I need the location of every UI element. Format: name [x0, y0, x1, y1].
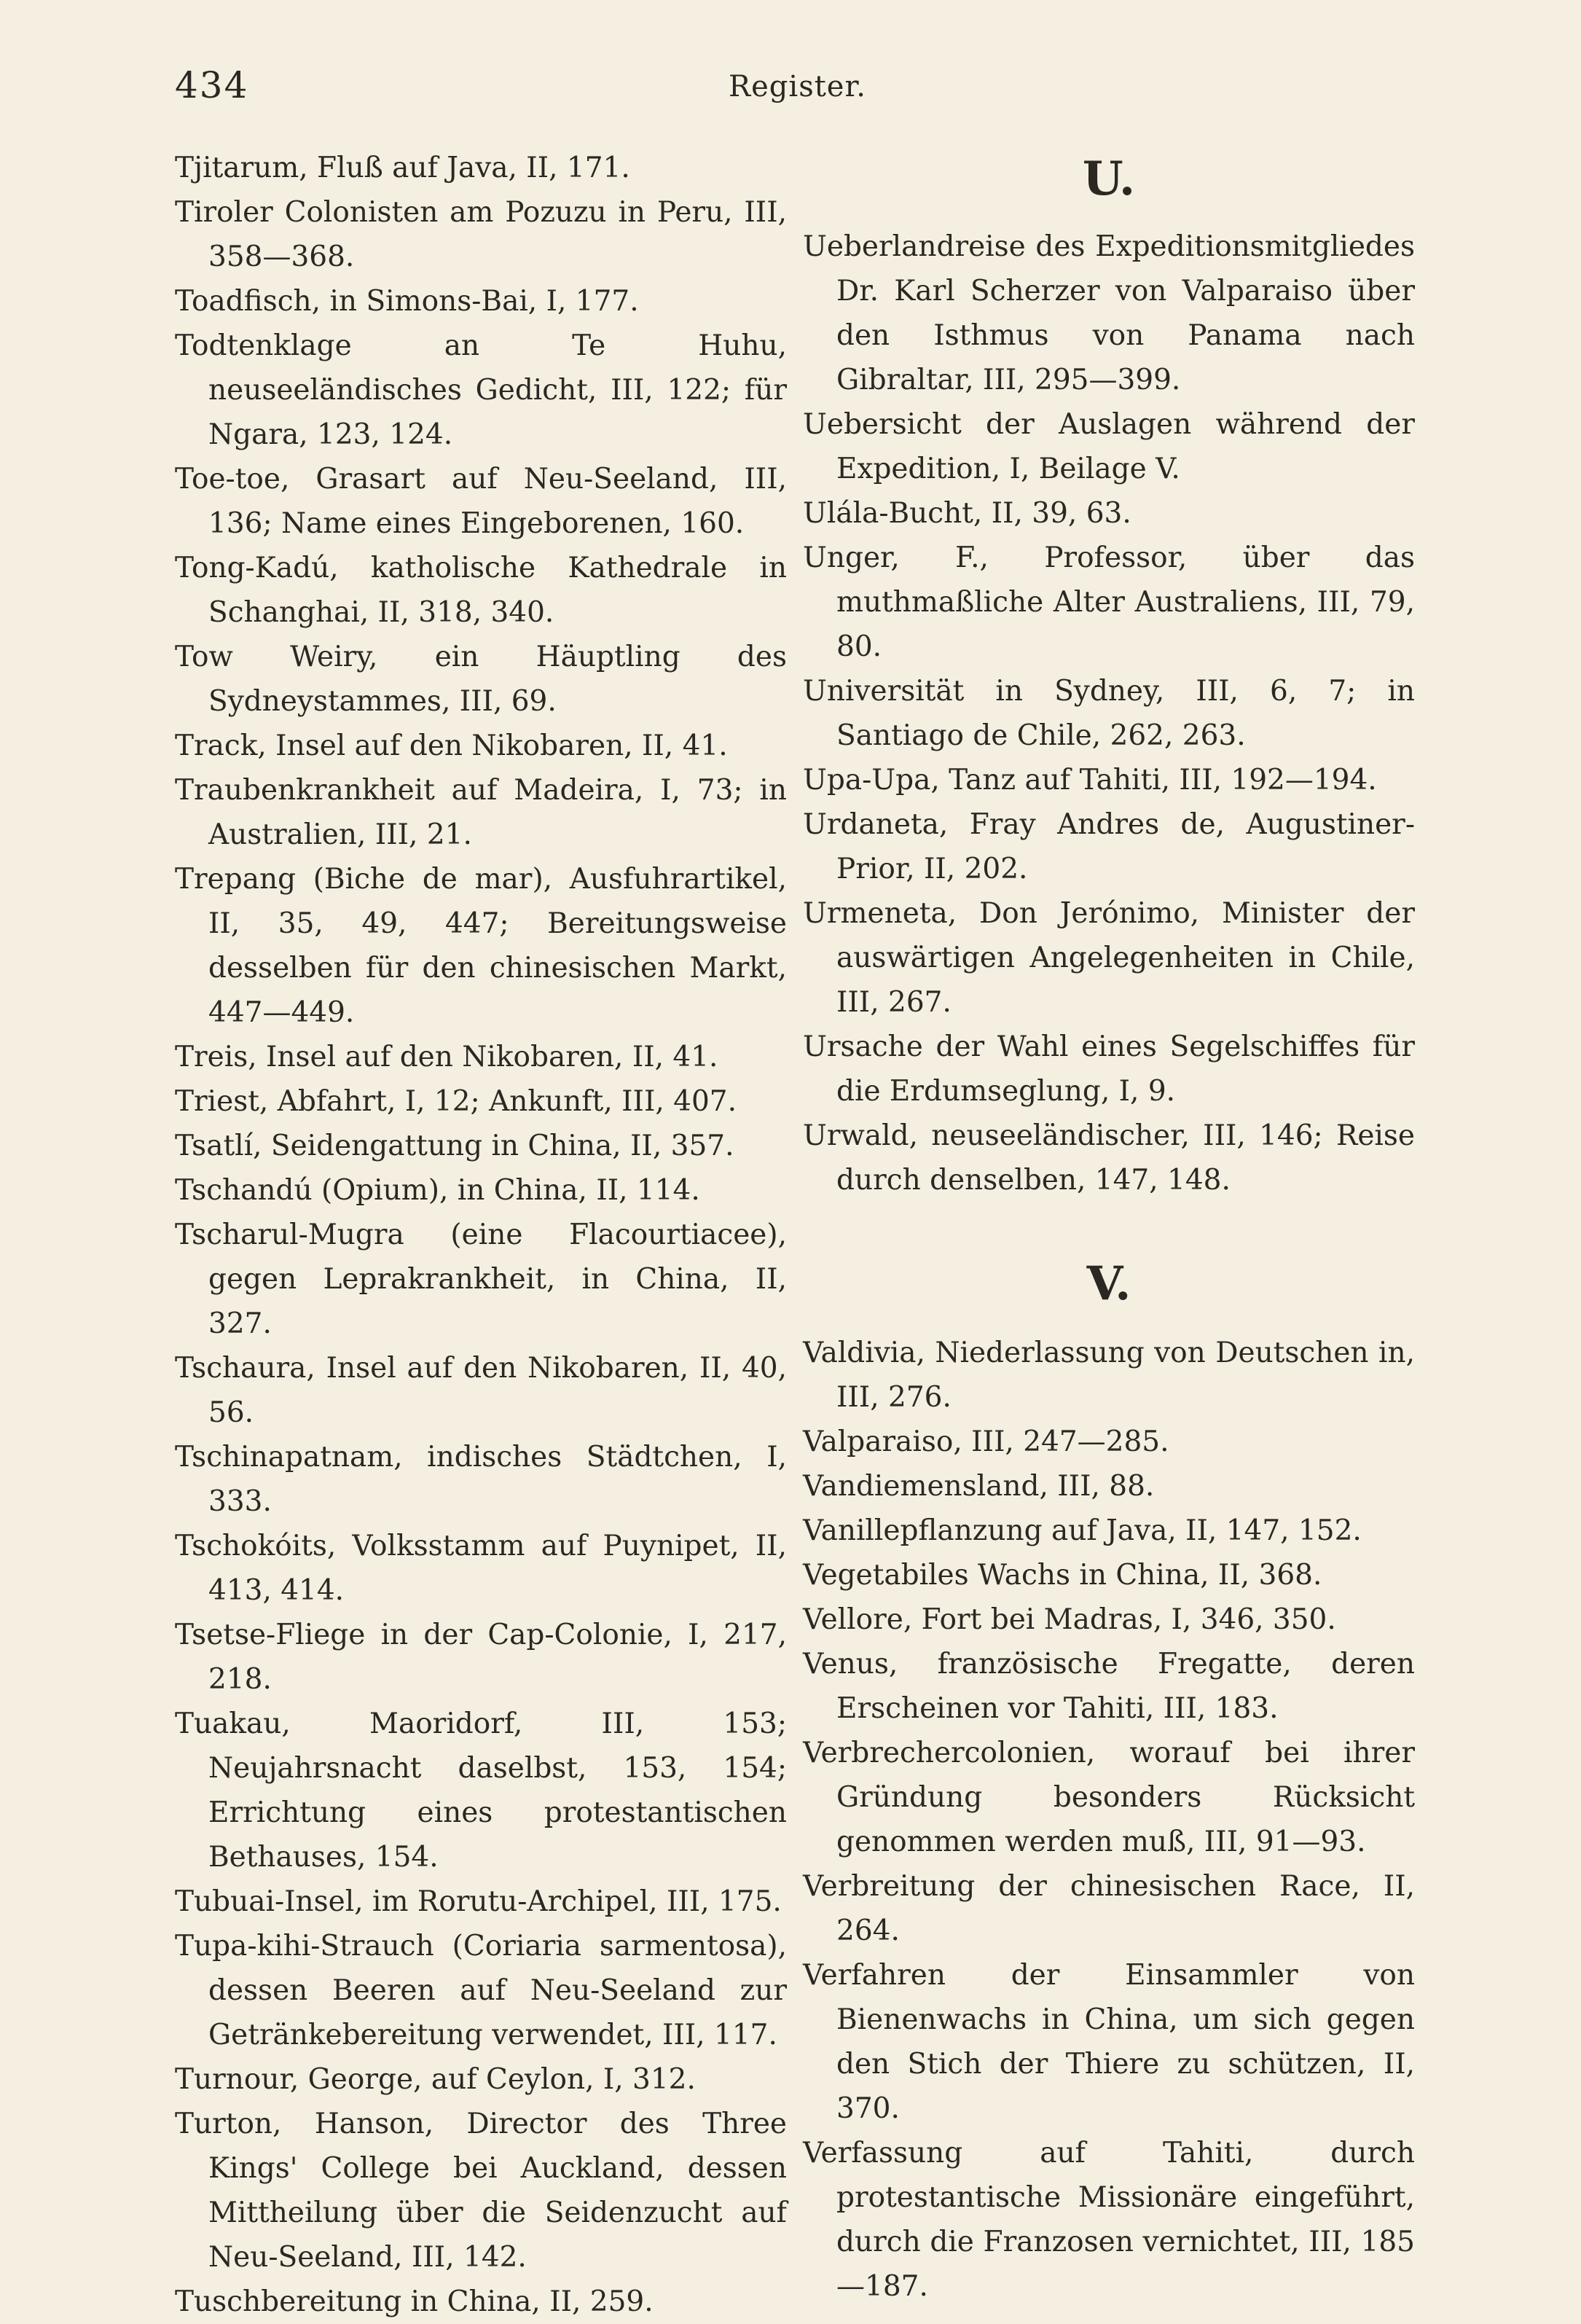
index-entry: Vanillepflanzung auf Java, II, 147, 152.: [803, 1514, 1362, 1547]
index-entry: Vellore, Fort bei Madras, I, 346, 350.: [803, 1603, 1336, 1636]
index-entry: Venus, französische Fregatte, deren Erscheinen vor Tahiti, III, 183.: [803, 1648, 1415, 1725]
index-entry: Verbreitung der chinesischen Race, II, 264.: [803, 1870, 1415, 1947]
index-entry: Upa-Upa, Tanz auf Tahiti, III, 192—194.: [803, 764, 1377, 797]
index-entry: Tschinapatnam, indisches Städtchen, I, 333.: [175, 1441, 787, 1518]
index-entry: Verbrechercolonien, worauf bei ihrer Gründung besonders Rücksicht genommen werden muß, III, 91—93.: [803, 1737, 1415, 1858]
index-entry: Vegetabiles Wachs in China, II, 368.: [803, 1559, 1322, 1592]
index-entry: Ueberlandreise des Expeditionsmitgliedes Dr. Karl Scherzer von Valparaiso über den Isthmus von Panama nach Gibraltar, III, 295—399.: [803, 230, 1415, 396]
section-letter-u: U.: [1082, 152, 1136, 206]
index-entry: Todtenklage an Te Huhu, neuseeländisches Gedicht, III, 122; für Ngara, 123, 124.: [175, 329, 787, 451]
index-entry: Triest, Abfahrt, I, 12; Ankunft, III, 407.: [175, 1085, 737, 1118]
index-entry: Traubenkrankheit auf Madeira, I, 73; in Australien, III, 21.: [175, 774, 787, 851]
index-entry: Valdivia, Niederlassung von Deutschen in, III, 276.: [803, 1337, 1415, 1414]
left-column: [175, 146, 787, 2324]
index-entry: Tuschbereitung in China, II, 259.: [175, 2285, 654, 2318]
running-title: Register.: [729, 70, 866, 103]
index-entry: Vandiemensland, III, 88.: [803, 1470, 1155, 1503]
section-letter-v: V.: [1086, 1256, 1131, 1311]
index-entry: Turton, Hanson, Director des Three Kings' College bei Auckland, dessen Mittheilung über die Seidenzucht auf Neu-Seeland, III, 142.: [175, 2108, 787, 2274]
index-entry: Urwald, neuseeländischer, III, 146; Reise durch denselben, 147, 148.: [803, 1119, 1415, 1197]
index-entry: Tsetse-Fliege in der Cap-Colonie, I, 217, 218.: [175, 1619, 787, 1696]
index-entry: Tschokóits, Volksstamm auf Puynipet, II, 413, 414.: [175, 1530, 787, 1607]
index-entry: Toe-toe, Grasart auf Neu-Seeland, III, 136; Name eines Eingeborenen, 160.: [175, 463, 787, 540]
index-entry: Track, Insel auf den Nikobaren, II, 41.: [175, 729, 728, 762]
index-entry: Verfahren der Einsammler von Bienenwachs in China, um sich gegen den Stich der Thiere zu schützen, II, 370.: [803, 1959, 1415, 2125]
page-number: 434: [175, 64, 249, 106]
index-entry: Uebersicht der Auslagen während der Expedition, I, Beilage V.: [803, 408, 1415, 485]
index-entry: Tubuai-Insel, im Rorutu-Archipel, III, 175.: [175, 1885, 782, 1918]
index-entry: Tschaura, Insel auf den Nikobaren, II, 40, 56.: [175, 1352, 787, 1429]
index-entry: Tsatlí, Seidengattung in China, II, 357.: [175, 1130, 734, 1162]
index-entry: Ursache der Wahl eines Segelschiffes für die Erdumseglung, I, 9.: [803, 1030, 1415, 1108]
index-entry: Toadfisch, in Simons-Bai, I, 177.: [175, 285, 639, 318]
index-entry: Urdaneta, Fray Andres de, Augustiner-Prior, II, 202.: [803, 808, 1415, 885]
index-entry: Valparaiso, III, 247—285.: [803, 1425, 1169, 1458]
index-entry: Ulála-Bucht, II, 39, 63.: [803, 497, 1131, 530]
index-entry: Tow Weiry, ein Häuptling des Sydneystammes, III, 69.: [175, 641, 787, 718]
index-entry: Trepang (Biche de mar), Ausfuhrartikel, II, 35, 49, 447; Bereitungsweise desselben für den chinesischen Markt, 447—449.: [175, 863, 787, 1029]
index-entry: Tuakau, Maoridorf, III, 153; Neujahrsnacht daselbst, 153, 154; Errichtung eines protestantischen Bethauses, 154.: [175, 1707, 787, 1874]
index-entry: Tscharul-Mugra (eine Flacourtiacee), gegen Leprakrankheit, in China, II, 327.: [175, 1218, 787, 1340]
index-entry: Urmeneta, Don Jerónimo, Minister der auswärtigen Angelegenheiten in Chile, III, 267.: [803, 897, 1415, 1019]
right-column: [803, 146, 1415, 2309]
index-entry: Universität in Sydney, III, 6, 7; in Santiago de Chile, 262, 263.: [803, 675, 1415, 752]
index-entry: Unger, F., Professor, über das muthmaßliche Alter Australiens, III, 79, 80.: [803, 541, 1415, 663]
index-entry: Tiroler Colonisten am Pozuzu in Peru, III, 358—368.: [175, 196, 787, 273]
index-entry: Tschandú (Opium), in China, II, 114.: [175, 1174, 700, 1207]
index-entry: Tupa-kihi-Strauch (Coriaria sarmentosa), dessen Beeren auf Neu-Seeland zur Getränkebereitung verwendet, III, 117.: [175, 1930, 787, 2051]
index-entry: Turnour, George, auf Ceylon, I, 312.: [175, 2063, 696, 2096]
index-entry: Tjitarum, Fluß auf Java, II, 171.: [175, 152, 630, 184]
index-entry: Verfassung auf Tahiti, durch protestantische Missionäre eingeführt, durch die Franzosen vernichtet, III, 185—187.: [803, 2137, 1415, 2303]
page-header: [0, 64, 1581, 122]
index-entry: Treis, Insel auf den Nikobaren, II, 41.: [175, 1041, 718, 1073]
index-entry: Tong-Kadú, katholische Kathedrale in Schanghai, II, 318, 340.: [175, 552, 787, 629]
